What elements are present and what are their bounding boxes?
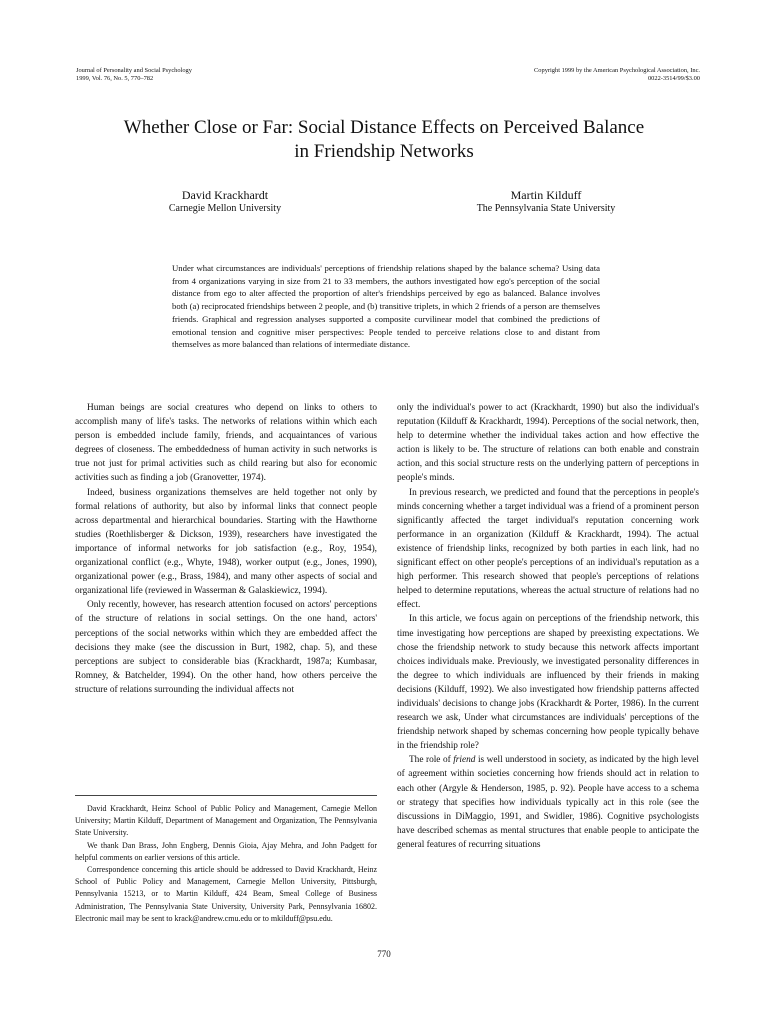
body-column-right (397, 401, 699, 852)
author-name: David Krackhardt (181, 188, 269, 202)
journal-name: Journal of Personality and Social Psychology (76, 67, 192, 74)
text-run: The role of (409, 755, 454, 766)
article-title (60, 116, 708, 164)
body-paragraph: Only recently, however, has research attention focused on actors' perceptions of the structure of relations in social settings. On the one hand, actors' perceptions of the social networks within which they are embedded affect the decisions they make (see the discussion in Burt, 1982, chap. 5), and these perceptions are subject to considerable bias (Krackhardt, 1987a; Kumbasar, Romney, & Batchelder, 1994). On the other hand, how others perceive the structure of relations surrounding the individual affects not (75, 600, 377, 695)
body-paragraph: Indeed, business organizations themselves are held together not only by formal relations of authority, but also by informal links that connect people across departmental and hierarchical boundaries. Starting with the Hawthorne studies (Roethlisberger & Dickson, 1939), researchers have investigated the importance of informal networks for job satisfaction (e.g., Roy, 1954), organizational conflict (e.g., Whyte, 1948), worker output (e.g., Jones, 1990), organizational power (e.g., Brass, 1984), and many other aspects of social and organizational life (reviewed in Wasserman & Galaskiewicz, 1994). (75, 487, 377, 597)
body-column-left (75, 401, 377, 697)
author-note (75, 803, 377, 925)
copyright-text: Copyright 1999 by the American Psychological Association, Inc. (534, 67, 700, 74)
body-paragraph: In previous research, we predicted and found that the perceptions in people's minds concerning whether a target individual was a friend of a prominent person significantly affected the target individual's reputation concerning work performance in an organization (Kilduff & Krackhardt, 1994). The actual existence of friendship links, recognized by both parties in each link, had no significant effect on other people's perceptions of an individual's reputation as a high performer. This research showed that people's perceptions of relations helped to determine reputations, whereas the actual structure of relations had no effect. (397, 487, 699, 611)
issn-price: 0022-3514/99/$3.00 (647, 74, 700, 82)
body-paragraph: In this article, we focus again on perceptions of the friendship network, this time investigating how perceptions are shaped by preexisting expectations. We chose the friendship network to study because this network affects important choices individuals make. Previously, we investigated personality differences in the degree to which individuals are influenced by their friends in making decisions (Kilduff, 1992). We also investigated how friendship patterns affected individuals' decisions to change jobs (Krackhardt & Porter, 1986). In the current research we ask, Under what circumstances are individuals' perceptions of the friendship network shaped by schemas concerning how people typically behave in the friendship role? (397, 614, 699, 752)
author-name: Martin Kilduff (510, 188, 582, 202)
journal-citation (76, 67, 192, 82)
journal-volume: 1999, Vol. 76, No. 5, 770–782 (76, 74, 154, 82)
footnote-paragraph: Correspondence concerning this article should be addressed to David Krackhardt, Heinz School of Public Policy and Management, Carnegie Mellon University, Pittsburgh, Pennsylvania 15213, or to Martin Kilduff, 424 Beam, Smeal College of Business Administration, The Pennsylvania State University, University Park, Pennsylvania 16802. Electronic mail may be sent to krack@andrew.cmu.edu or to mkilduff@psu.edu. (75, 865, 377, 923)
abstract: Under what circumstances are individuals' perceptions of friendship relations shaped by the balance schema? Using data from 4 organizations varying in size from 21 to 33 members, the authors investigated how ego's perception of the social distance from ego to alter affected the proportion of alter's friendships perceived by ego as balanced. Balance involves both (a) reciprocated friendships between 2 people, and (b) transitive triplets, in which 2 friends of a person are themselves friends. Graphical and regression analyses supported a composite curvilinear model that combined the predictions of emotional tension and cognitive miser perspectives: People tended to perceive relations close to and distant from themselves as more balanced than relations of intermediate distance. (172, 263, 600, 350)
emphasized-term: friend (453, 755, 476, 766)
text-run: is well understood in society, as indicated by the high level of agreement within societies concerning how friends should act in relation to each other (Argyle & Henderson, 1985, p. 92). People have access to a schema or strategy that specifies how individuals typically act in this role (see the discussions in DiMaggio, 1991, and Swidler, 1986). Cognitive psychologists have described schemas as mental structures that enable people to anticipate the general features of recurring situations (397, 755, 700, 850)
title-line-1: Whether Close or Far: Social Distance Effects on Perceived Balance (123, 117, 645, 138)
title-line-2: in Friendship Networks (294, 141, 474, 162)
author-block-2 (436, 188, 656, 215)
author-block-1 (115, 188, 335, 215)
author-affiliation: Carnegie Mellon University (168, 203, 282, 214)
body-paragraph: Human beings are social creatures who depend on links to others to accomplish many of life's tasks. The networks of relations within which each person is embedded include family, friends, and acquaintances of various degrees of closeness. The embeddedness of human activity in such networks is true not just for primal activities such as child rearing but also for economic activities such as finding a job (Granovetter, 1974). (75, 403, 377, 484)
body-paragraph (397, 753, 699, 852)
footnote-paragraph: We thank Dan Brass, John Engberg, Dennis Gioia, Ajay Mehra, and John Padgett for helpful comments on earlier versions of this article. (75, 840, 377, 862)
footnote-paragraph: David Krackhardt, Heinz School of Public Policy and Management, Carnegie Mellon University; Martin Kilduff, Department of Management and Organization, The Pennsylvania State University. (75, 804, 377, 838)
page-number: 770 (377, 949, 391, 959)
body-paragraph-continued: only the individual's power to act (Krackhardt, 1990) but also the individual's reputation (Kilduff & Krackhardt, 1994). Perceptions of the social network, then, help to determine whether the individual takes action and how effective the action is likely to be. The structure of relations can both enable and constrain action, and this social structure rests on the underlying pattern of perceptions in people's minds. (397, 403, 699, 484)
author-affiliation: The Pennsylvania State University (476, 203, 616, 214)
copyright-notice (534, 67, 700, 82)
footnote-divider (75, 795, 377, 796)
